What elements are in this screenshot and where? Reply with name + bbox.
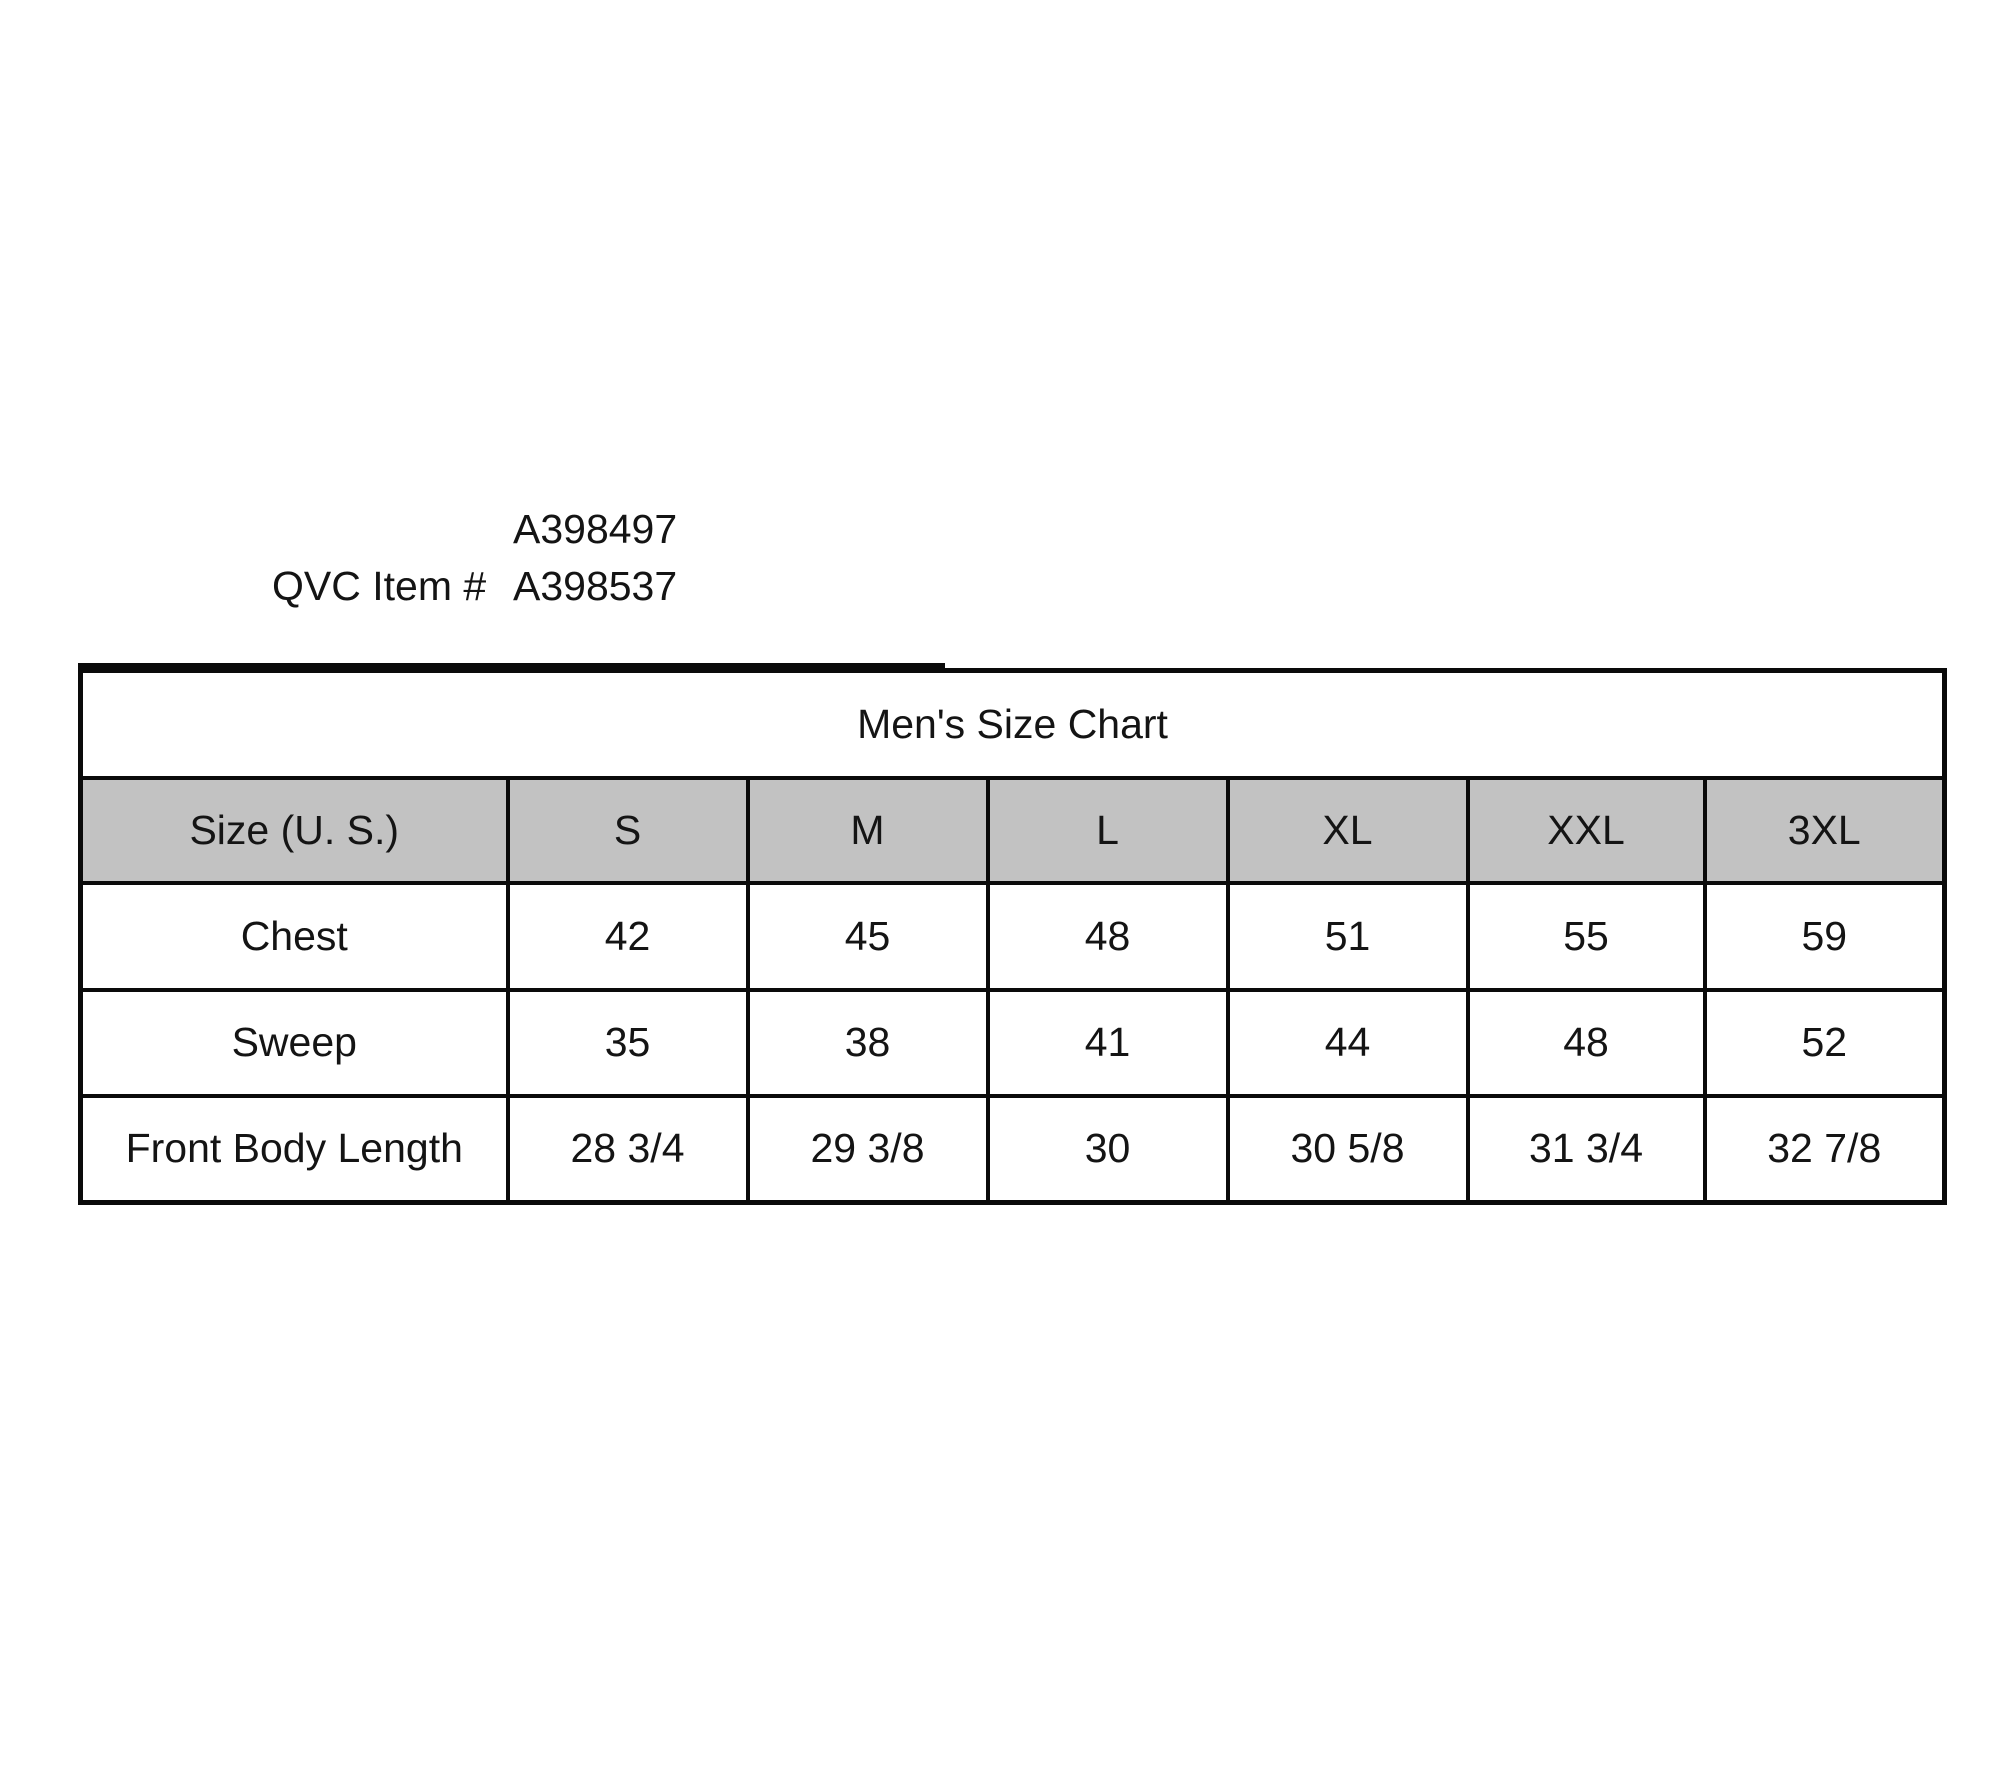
cell-sweep-m: 38 [748,990,988,1096]
cell-sweep-l: 41 [988,990,1228,1096]
item-number-line1: A398497 [513,506,678,552]
cell-chest-xxl: 55 [1468,883,1705,990]
cell-fbl-3xl: 32 7/8 [1705,1096,1945,1203]
cell-fbl-m: 29 3/8 [748,1096,988,1203]
cell-sweep-s: 35 [508,990,748,1096]
qvc-item-label: QVC Item # [272,563,487,609]
row-label-sweep: Sweep [81,990,508,1096]
cell-sweep-3xl: 52 [1705,990,1945,1096]
header-xl: XL [1228,778,1468,883]
mens-size-chart-table [78,668,1947,1205]
table-row-front-body-length [81,1096,1945,1203]
row-label-chest: Chest [81,883,508,990]
cell-sweep-xxl: 48 [1468,990,1705,1096]
cell-chest-l: 48 [988,883,1228,990]
header-3xl: 3XL [1705,778,1945,883]
cell-fbl-l: 30 [988,1096,1228,1203]
cell-chest-m: 45 [748,883,988,990]
header-s: S [508,778,748,883]
table-row-sweep [81,990,1945,1096]
header-size-us: Size (U. S.) [81,778,508,883]
header-l: L [988,778,1228,883]
cell-chest-xl: 51 [1228,883,1468,990]
header-xxl: XXL [1468,778,1705,883]
table-row-chest [81,883,1945,990]
cell-fbl-xl: 30 5/8 [1228,1096,1468,1203]
cell-chest-3xl: 59 [1705,883,1945,990]
cell-fbl-xxl: 31 3/4 [1468,1096,1705,1203]
item-number-line2: A398537 [513,563,678,609]
row-label-front-body-length: Front Body Length [81,1096,508,1203]
cell-chest-s: 42 [508,883,748,990]
cell-sweep-xl: 44 [1228,990,1468,1096]
table-title: Men's Size Chart [81,671,1945,778]
header-m: M [748,778,988,883]
cell-fbl-s: 28 3/4 [508,1096,748,1203]
